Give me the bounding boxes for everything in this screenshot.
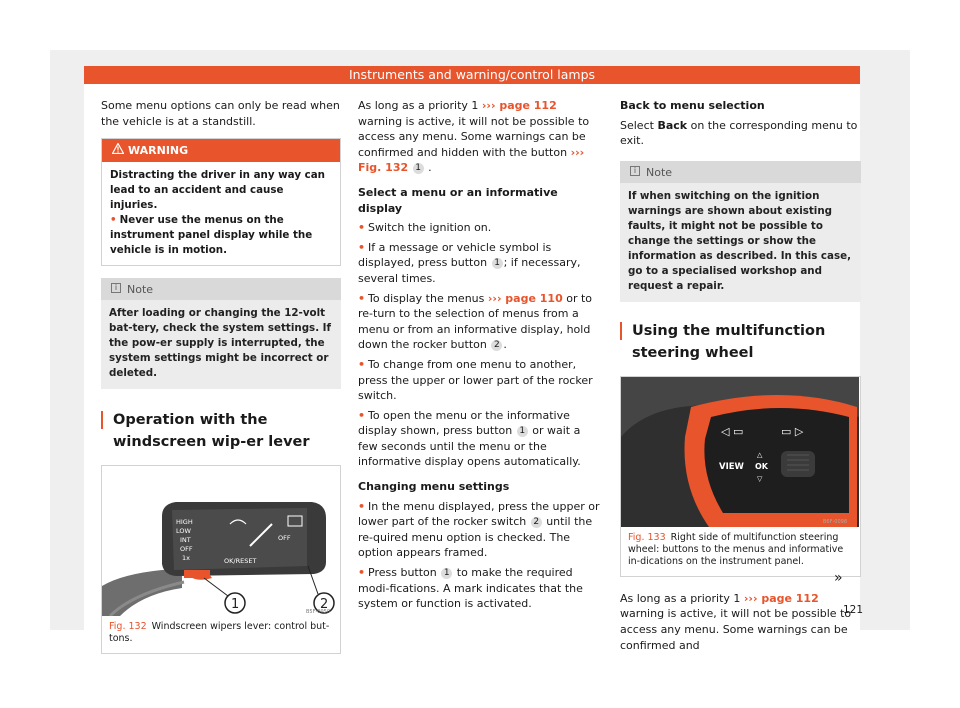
page-link[interactable]: ››› page 112 — [481, 99, 557, 112]
note-text: After loading or changing the 12-volt bat-tery, check the system settings. If the pow-er supply is interrupted, the system settings might be incorrect or deleted. — [109, 307, 331, 380]
figure-caption — [621, 527, 860, 576]
warning-text: Distracting the driver in any way can lead to an accident and cause injuries. — [110, 169, 325, 212]
button-ref: 1 — [517, 426, 528, 437]
figure-code: B6F-0098 — [823, 518, 848, 525]
button-ref: 2 — [491, 340, 502, 351]
figure-label: Fig. 133 — [628, 531, 666, 543]
column-1 — [101, 98, 341, 654]
heading-text: Operation with the windscreen wip-er lever — [113, 412, 310, 451]
note-header — [620, 161, 861, 183]
button-ref: 1 — [441, 568, 452, 579]
svg-text:▭ ▷: ▭ ▷ — [781, 424, 804, 438]
svg-text:◁ ▭: ◁ ▭ — [721, 424, 744, 438]
bullet-icon: • — [358, 357, 366, 371]
heading-bar — [620, 322, 622, 340]
lever-label-1x: 1x — [182, 554, 190, 563]
subheading-change: Changing menu settings — [358, 480, 510, 494]
warning-box — [101, 138, 341, 266]
section-header: Instruments and warning/control lamps — [84, 66, 860, 84]
bullet-5: • To open the menu or the informative display shown, press button 1 or wait a few seconds until the menu or the informative display opens automatically. — [358, 408, 581, 469]
callout-2: 2 — [320, 597, 329, 613]
steering-wheel-illustration — [621, 377, 859, 527]
continue-mark: » — [834, 570, 843, 586]
priority-paragraph: As long as a priority 1 ››› page 112 warning is active, it will not be possible to access any menu. Some warnings can be confirmed and hidden with the button ››› Fig. 132 1 . — [358, 99, 590, 175]
warning-header — [102, 139, 340, 162]
subheading-select: Select a menu or an informative display — [358, 185, 558, 215]
bullet-icon: • — [358, 291, 366, 305]
heading-bar — [101, 411, 103, 429]
intro-text: Some menu options can only be read when the vehicle is at a standstill. — [101, 99, 340, 128]
caption-text: Right side of multifunction steering wheel: buttons to the menus and informative in-dications on the instrument panel. — [628, 531, 844, 567]
svg-text:▽: ▽ — [757, 474, 763, 483]
figure-caption — [102, 616, 340, 653]
lever-label-int: INT — [180, 536, 191, 545]
bullet-icon: • — [358, 566, 366, 580]
lever-label-okreset: OK/RESET — [224, 557, 257, 566]
bullet-icon: • — [358, 408, 366, 422]
bullet-icon: • — [358, 221, 366, 235]
figure-link[interactable]: ››› Fig. 132 — [358, 145, 585, 175]
note-box — [620, 161, 861, 302]
info-icon: i — [111, 283, 121, 293]
lever-label-low: LOW — [176, 527, 191, 536]
figure-label: Fig. 132 — [109, 621, 147, 633]
button-ref: 2 — [531, 517, 542, 528]
warning-title: WARNING — [128, 144, 189, 158]
note-header — [101, 278, 341, 300]
page-link[interactable]: ››› page 110 — [487, 291, 563, 305]
bullet-icon: • — [358, 499, 366, 513]
figure-132 — [101, 465, 341, 654]
note-text: If when switching on the ignition warnings are shown about existing faults, it might not be possible to change the settings or show the information as described. In this case, go to a specialised workshop and request a repair. — [628, 189, 852, 292]
lever-label-high: HIGH — [176, 518, 193, 527]
info-icon: i — [630, 166, 640, 176]
bullet-7: • Press button 1 to make the required modi-fications. A mark indicates that the system or function is activated. — [358, 566, 583, 611]
section-heading-wiper — [101, 409, 341, 453]
bullet-1: • Switch the ignition on. — [358, 221, 492, 235]
callout-1: 1 — [231, 597, 240, 613]
subheading-back: Back to menu selection — [620, 99, 765, 112]
figure-133 — [620, 376, 861, 577]
bullet-2: • If a message or vehicle symbol is displayed, press button 1 ; if necessary, several times. — [358, 240, 581, 285]
warning-triangle-icon — [112, 143, 124, 154]
svg-text:△: △ — [757, 450, 763, 459]
warning-bullet-text: Never use the menus on the instrument panel display while the vehicle is in motion. — [110, 214, 313, 257]
back-paragraph: Select Back on the corresponding menu to exit. — [620, 118, 858, 148]
lever-label-off2: OFF — [278, 534, 291, 543]
button-ref: 1 — [413, 163, 424, 174]
note-title: Note — [646, 165, 673, 179]
page-number: 121 — [843, 604, 864, 616]
bullet-6: • In the menu displayed, press the upper or lower part of the rocker switch 2 until the re-quired menu option is checked. The option appears framed. — [358, 499, 600, 560]
note-box — [101, 278, 341, 389]
bullet-icon: • — [358, 240, 366, 254]
warning-body — [102, 162, 340, 265]
heading-text: Using the multifunction steering wheel — [632, 322, 826, 361]
bullet-3: • To display the menus ››› page 110 or to re-turn to the selection of menus from a menu or from an informative display, hold down the rocker button 2 . — [358, 291, 593, 352]
caption-text: Windscreen wipers lever: control but-tons. — [109, 621, 330, 645]
section-heading-steering — [620, 320, 861, 364]
page-link[interactable]: ››› page 112 — [743, 591, 819, 605]
column-2 — [358, 98, 601, 621]
bullet-icon: • — [110, 214, 117, 227]
view-button-label: VIEW — [719, 461, 744, 472]
bullet-4: • To change from one menu to another, press the upper or lower part of the rocker switch. — [358, 357, 593, 403]
priority-paragraph: As long as a priority 1 ››› page 112 warning is active, it will not be possible to access any menu. Some warnings can be confirmed and — [620, 591, 852, 652]
lever-label-off: OFF — [180, 545, 193, 554]
warning-bullet — [110, 213, 332, 258]
column-3 — [620, 98, 864, 662]
button-ref: 1 — [492, 258, 503, 269]
wiper-lever-illustration — [102, 466, 340, 616]
ok-button-label: OK — [755, 461, 768, 471]
figure-code: B5F-0950 — [306, 609, 331, 616]
note-title: Note — [127, 283, 154, 297]
